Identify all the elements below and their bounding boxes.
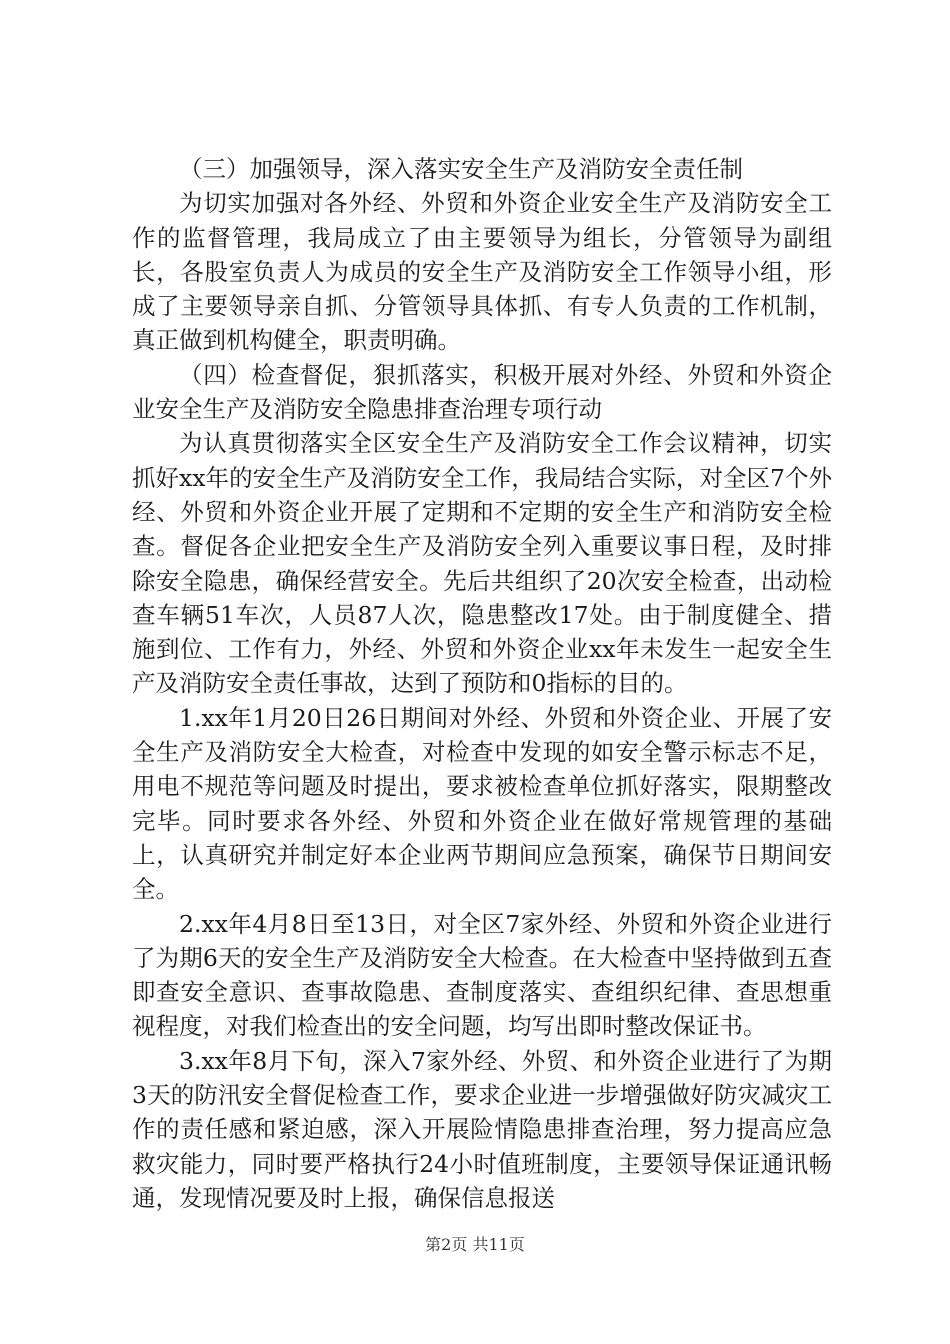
paragraph: 为切实加强对各外经、外贸和外资企业安全生产及消防安全工作的监督管理，我局成立了由主要领导为组长，分管领导为副组长，各股室负责人为成员的安全生产及消防安全工作领导小组，形成了主要领导亲自抓、分管领导具体抓、有专人负责的工作机制，真正做到机构健全，职责明确。 <box>132 189 832 355</box>
paragraph: 为认真贯彻落实全区安全生产及消防安全工作会议精神，切实抓好xx年的安全生产及消防安全工作，我局结合实际，对全区7个外经、外贸和外资企业开展了定期和不定期的安全生产和消防安全检查。督促各企业把安全生产及消防安全列入重要议事日程，及时排除安全隐患，确保经营安全。先后共组织了20次安全检查，出动检查车辆51车次，人员87人次，隐患整改17处。由于制度健全、措施到位、工作有力，外经、外贸和外资企业xx年未发生一起安全生产及消防安全责任事故，达到了预防和0指标的目的。 <box>132 429 832 698</box>
document-body <box>132 152 832 1215</box>
section-heading-3: （三）加强领导，深入落实安全生产及消防安全责任制 <box>179 155 743 183</box>
page-footer: 第2页 共11页 <box>425 1235 525 1254</box>
section-heading-4: （四）检查督促，狠抓落实，积极开展对外经、外贸和外资企业安全生产及消防安全隐患排查治理专项行动 <box>132 360 832 424</box>
list-item-2: 2.xx年4月8日至13日，对全区7家外经、外贸和外资企业进行了为期6天的安全生产及消防安全大检查。在大检查中坚持做到五查即查安全意识、查事故隐患、查制度落实、查组织纪律、查思想重视程度，对我们检查出的安全问题，均写出即时整改保证书。 <box>132 909 832 1041</box>
list-item-1: 1.xx年1月20日26日期间对外经、外贸和外资企业、开展了安全生产及消防安全大检查，对检查中发现的如安全警示标志不足，用电不规范等问题及时提出，要求被检查单位抓好落实，限期整改完毕。同时要求各外经、外贸和外资企业在做好常规管理的基础上，认真研究并制定好本企业两节期间应急预案，确保节日期间安全。 <box>132 703 832 904</box>
list-item-3: 3.xx年8月下旬，深入7家外经、外贸、和外资企业进行了为期3天的防汛安全督促检查工作，要求企业进一步增强做好防灾减灾工作的责任感和紧迫感，深入开展险情隐患排查治理，努力提高应急救灾能力，同时要严格执行24小时值班制度，主要领导保证通讯畅通，发现情况要及时上报，确保信息报送 <box>132 1046 832 1212</box>
